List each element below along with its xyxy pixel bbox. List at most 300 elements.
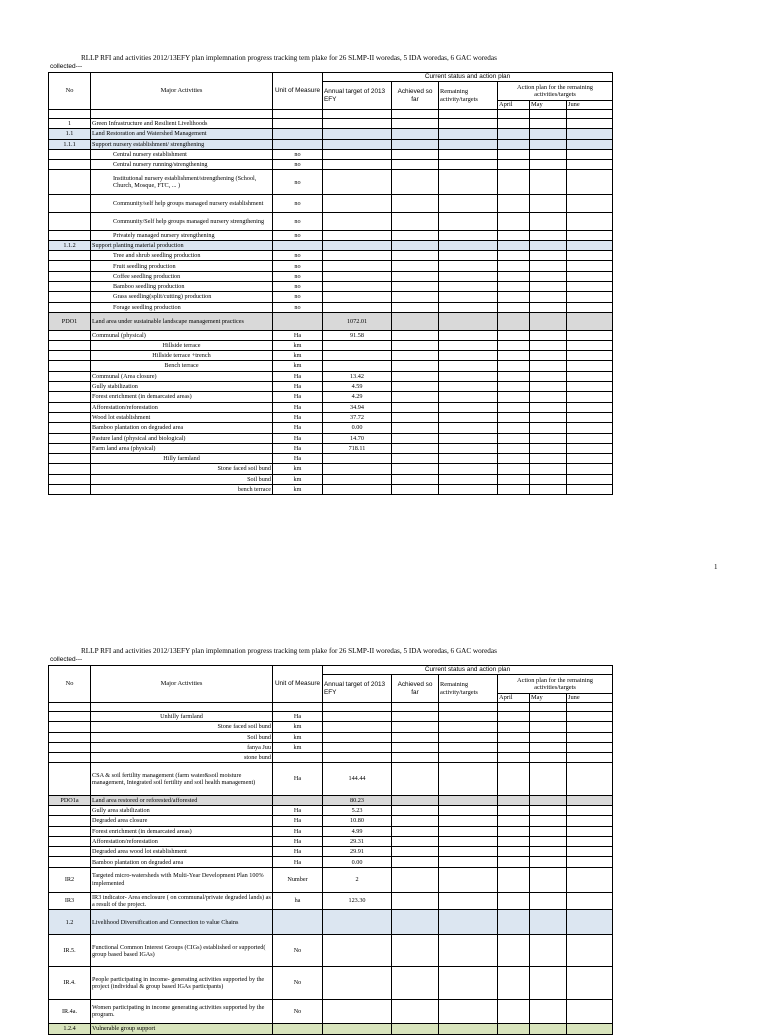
unit-value [273,119,323,129]
row-number [49,160,91,170]
unit-value: ha [273,892,323,910]
achieved-value [392,371,439,381]
table-row [49,251,613,261]
remaining-value [439,261,498,271]
june-value [567,464,613,474]
april-value [498,149,530,159]
april-value [498,857,530,867]
june-value [567,340,613,350]
annual-target-value [323,753,392,763]
unit-value: no [273,170,323,195]
remaining-value [439,443,498,453]
may-value [530,423,567,433]
table-row [49,826,613,836]
june-value [567,999,613,1024]
achieved-value [392,753,439,763]
activity-label: Bamboo plantation on degraded area [91,423,273,433]
table-row [49,282,613,292]
may-value [530,967,567,999]
april-value [498,195,530,213]
unit-value: Ha [273,392,323,402]
april-value [498,170,530,195]
annual-target-value [323,149,392,159]
april-value [498,340,530,350]
table-row [49,271,613,281]
table-row [49,292,613,302]
achieved-value [392,119,439,129]
annual-target-value [323,230,392,240]
june-value [567,847,613,857]
april-value [498,712,530,722]
remaining-value [439,340,498,350]
may-value [530,443,567,453]
april-value [498,361,530,371]
collected-label: collected--- [50,656,83,663]
achieved-value [392,454,439,464]
table-row [49,443,613,453]
remaining-value [439,857,498,867]
row-number [49,474,91,484]
june-value [567,763,613,795]
june-value [567,402,613,412]
unit-value: Ha [273,847,323,857]
june-value [567,742,613,752]
remaining-value [439,910,498,935]
activity-label: Green Infrastructure and Resilient Livelihoods [91,119,273,129]
activity-label: Stone faced soil bund [91,722,273,732]
remaining-value [439,129,498,139]
april-value [498,423,530,433]
annual-target-value: 1072.01 [323,312,392,330]
june-value [567,361,613,371]
april-value [498,935,530,967]
unit-value: Ha [273,857,323,867]
row-number [49,282,91,292]
annual-target-value [323,484,392,494]
row-number [49,230,91,240]
row-number [49,371,91,381]
annual-target-value [323,302,392,312]
table-row [49,433,613,443]
june-value [567,261,613,271]
april-value [498,742,530,752]
activity-label: Community/self help groups managed nursery establishment [91,195,273,213]
june-value [567,857,613,867]
june-value [567,816,613,826]
table-row [49,212,613,230]
june-value [567,240,613,250]
june-value [567,170,613,195]
unit-value: Ha [273,402,323,412]
achieved-value [392,351,439,361]
achieved-value [392,330,439,340]
may-value [530,139,567,149]
table-row [49,382,613,392]
activity-label: Afforestation/reforestation [91,836,273,846]
unit-value: Ha [273,805,323,815]
june-value [567,330,613,340]
header-june: June [567,101,613,110]
achieved-value [392,160,439,170]
row-number [49,195,91,213]
table-row [49,722,613,732]
blank-row [49,110,613,119]
annual-target-value [323,160,392,170]
achieved-value [392,212,439,230]
remaining-value [439,423,498,433]
may-value [530,847,567,857]
achieved-value [392,464,439,474]
remaining-value [439,464,498,474]
table-row [49,371,613,381]
row-number [49,732,91,742]
may-value [530,149,567,159]
may-value [530,351,567,361]
april-value [498,867,530,892]
remaining-value [439,119,498,129]
unit-value: Ha [273,423,323,433]
april-value [498,302,530,312]
april-value [498,129,530,139]
row-number [49,212,91,230]
annual-target-value: 4.99 [323,826,392,836]
table-row [49,392,613,402]
june-value [567,129,613,139]
june-value [567,392,613,402]
activity-label: Women participating in income generating activities supported by the program. [91,999,273,1024]
unit-value: km [273,340,323,350]
june-value [567,867,613,892]
header-remaining: Remaining activity/targets [439,675,498,703]
annual-target-value [323,722,392,732]
unit-value: no [273,251,323,261]
table-row [49,464,613,474]
document-title: RLLP RFI and activities 2012/13EFY plan implemnation progress tracking tem plake for 26 SLMP-II woredas, 5 IDA woredas, 6 GAC woredas [81,54,497,62]
activity-label: Unhilly farmland [91,712,273,722]
may-value [530,412,567,422]
annual-target-value: 14.70 [323,433,392,443]
header-action-plan: Action plan for the remaining activities/targets [498,675,613,694]
june-value [567,271,613,281]
achieved-value [392,412,439,422]
achieved-value [392,261,439,271]
table-row [49,847,613,857]
header-april: April [498,101,530,110]
april-value [498,816,530,826]
remaining-value [439,722,498,732]
june-value [567,836,613,846]
table-row [49,412,613,422]
june-value [567,805,613,815]
header-achieved: Achieved so far [392,82,439,110]
activity-label: Soil bund [91,474,273,484]
achieved-value [392,392,439,402]
activity-label: Forage seedling production [91,302,273,312]
remaining-value [439,282,498,292]
remaining-value [439,805,498,815]
achieved-value [392,423,439,433]
header-may: May [530,694,567,703]
table-row [49,340,613,350]
remaining-value [439,742,498,752]
annual-target-value [323,240,392,250]
annual-target-value [323,732,392,742]
unit-value: No [273,967,323,999]
annual-target-value [323,712,392,722]
unit-value [273,139,323,149]
header-remaining: Remaining activity/targets [439,82,498,110]
achieved-value [392,847,439,857]
header-may: May [530,101,567,110]
june-value [567,382,613,392]
table-row [49,454,613,464]
may-value [530,212,567,230]
april-value [498,119,530,129]
annual-target-value: 80.23 [323,795,392,805]
may-value [530,805,567,815]
remaining-value [439,732,498,742]
table-row [49,712,613,722]
row-number [49,351,91,361]
row-number [49,805,91,815]
table-row [49,732,613,742]
may-value [530,129,567,139]
remaining-value [439,170,498,195]
row-number [49,836,91,846]
june-value [567,282,613,292]
april-value [498,240,530,250]
annual-target-value [323,454,392,464]
progress-table [48,72,613,495]
achieved-value [392,230,439,240]
achieved-value [392,805,439,815]
unit-value: Ha [273,763,323,795]
row-number [49,170,91,195]
table-row [49,170,613,195]
april-value [498,722,530,732]
activity-label: Land area restored or reforested/afforested [91,795,273,805]
row-number [49,722,91,732]
achieved-value [392,763,439,795]
table-row [49,240,613,250]
june-value [567,732,613,742]
remaining-value [439,999,498,1024]
activity-label: bench terrace [91,484,273,494]
unit-value: Ha [273,826,323,836]
activity-label: CSA & soil fertility management (farm water&soil moisture management, Integrated soil fertility and soil health management) [91,763,273,795]
achieved-value [392,149,439,159]
table-row [49,816,613,826]
remaining-value [439,935,498,967]
row-number: 1 [49,119,91,129]
april-value [498,805,530,815]
table-row [49,753,613,763]
remaining-value [439,212,498,230]
activity-label: Gully area stabilization [91,805,273,815]
achieved-value [392,742,439,752]
unit-value: km [273,474,323,484]
header-no: No [49,73,91,110]
april-value [498,967,530,999]
row-number [49,826,91,836]
april-value [498,292,530,302]
table-row [49,119,613,129]
may-value [530,484,567,494]
annual-target-value: 4.59 [323,382,392,392]
activity-label: stone bund [91,753,273,763]
achieved-value [392,302,439,312]
activity-label: Hillside terrace [91,340,273,350]
activity-label: Institutional nursery establishment/strengthening (School, Church, Mosque, FTC, ... ) [91,170,273,195]
remaining-value [439,795,498,805]
activity-label: IR3 indicator- Area enclosure ( on communal/private degraded lands) as a result of the project. [92,893,271,908]
april-value [498,230,530,240]
annual-target-value: 718.11 [323,443,392,453]
row-number [49,392,91,402]
activity-label: Bamboo seedling production [91,282,273,292]
may-value [530,402,567,412]
annual-target-value [323,1024,392,1034]
annual-target-value [323,129,392,139]
unit-value [273,910,323,935]
may-value [530,712,567,722]
may-value [530,382,567,392]
remaining-value [439,230,498,240]
may-value [530,464,567,474]
unit-value: Ha [273,712,323,722]
april-value [498,910,530,935]
activity-label: Coffee seedling production [91,271,273,281]
april-value [498,753,530,763]
annual-target-value: 10.80 [323,816,392,826]
row-number [49,464,91,474]
april-value [498,271,530,281]
april-value [498,412,530,422]
row-number [49,149,91,159]
achieved-value [392,484,439,494]
june-value [567,826,613,836]
activity-label: Tree and shrub seedling production [91,251,273,261]
achieved-value [392,732,439,742]
april-value [498,160,530,170]
remaining-value [439,139,498,149]
remaining-value [439,351,498,361]
table-row [49,795,613,805]
june-value [567,149,613,159]
remaining-value [439,484,498,494]
june-value [567,967,613,999]
activity-label: Livelihood Diversification and Connection to value Chains [91,910,273,935]
achieved-value [392,722,439,732]
may-value [530,999,567,1024]
unit-value: no [273,212,323,230]
table-header [49,73,613,119]
row-number [49,361,91,371]
unit-value: no [273,302,323,312]
remaining-value [439,251,498,261]
june-value [567,935,613,967]
june-value [567,910,613,935]
achieved-value [392,271,439,281]
table-row [49,910,613,935]
unit-value: No [273,935,323,967]
row-number [49,340,91,350]
activity-label: Degraded area wood lot establishment [91,847,273,857]
remaining-value [439,195,498,213]
unit-value: Ha [273,330,323,340]
activity-label: Bamboo plantation on degraded area [91,857,273,867]
remaining-value [439,149,498,159]
annual-target-value [323,271,392,281]
activity-label: Hilly farmland [91,454,273,464]
table-row [49,836,613,846]
achieved-value [392,712,439,722]
remaining-value [439,867,498,892]
may-value [530,892,567,910]
activity-label: Farm land area (physical) [91,443,273,453]
row-number [49,412,91,422]
table-row [49,351,613,361]
april-value [498,392,530,402]
april-value [498,464,530,474]
achieved-value [392,129,439,139]
remaining-value [439,892,498,910]
unit-value: km [273,722,323,732]
april-value [498,382,530,392]
june-value [567,433,613,443]
header-major-activities: Major Activities [91,73,273,110]
unit-value: Ha [273,836,323,846]
achieved-value [392,967,439,999]
unit-value: km [273,732,323,742]
may-value [530,722,567,732]
activity-label: Community/Self help groups managed nursery strengthening [91,212,273,230]
header-major-activities: Major Activities [91,666,273,703]
april-value [498,892,530,910]
annual-target-value [323,292,392,302]
achieved-value [392,935,439,967]
activity-label: Communal (physical) [91,330,273,340]
may-value [530,732,567,742]
unit-value: Ha [273,382,323,392]
header-achieved: Achieved so far [392,675,439,703]
june-value [567,795,613,805]
april-value [498,1024,530,1034]
june-value [567,292,613,302]
row-number [49,382,91,392]
row-number: IR2 [49,867,91,892]
annual-target-value: 29.31 [323,836,392,846]
table-row [49,149,613,159]
remaining-value [439,292,498,302]
achieved-value [392,1024,439,1034]
april-value [498,261,530,271]
unit-value [273,240,323,250]
may-value [530,474,567,484]
may-value [530,816,567,826]
row-number [49,402,91,412]
activity-label: fanya Juu [91,742,273,752]
annual-target-value [323,742,392,752]
table-row [49,402,613,412]
table-row [49,867,613,892]
may-value [530,867,567,892]
unit-value: Ha [273,443,323,453]
annual-target-value [323,999,392,1024]
progress-table [48,665,613,1035]
may-value [530,230,567,240]
may-value [530,826,567,836]
